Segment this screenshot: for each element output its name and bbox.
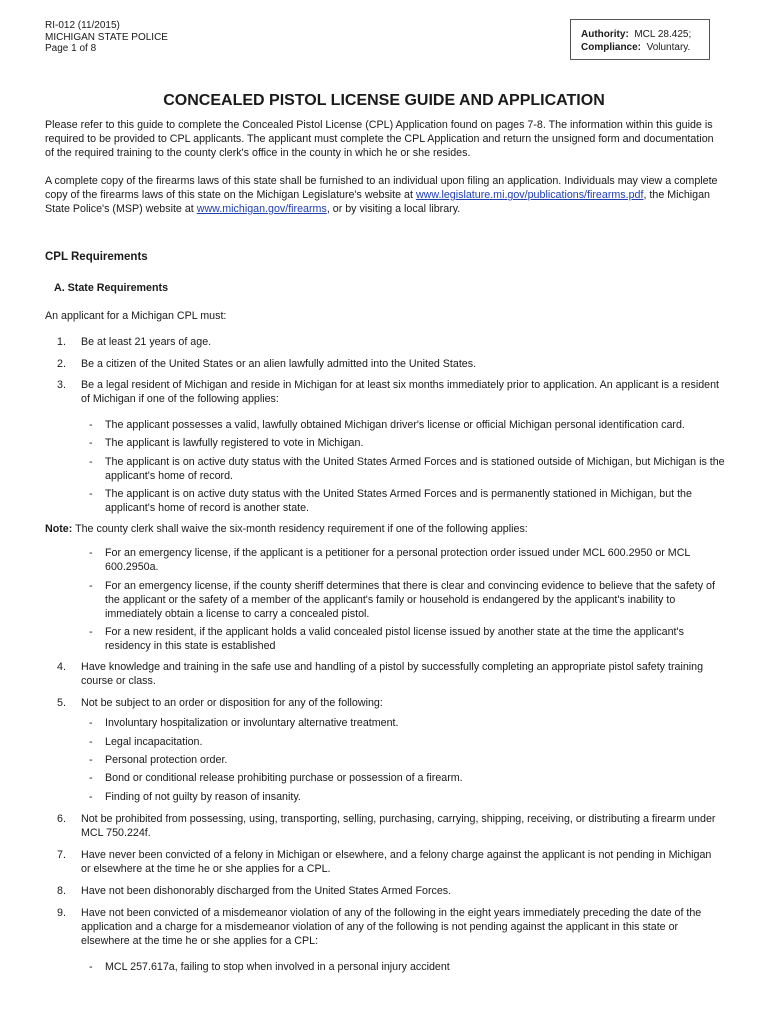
note-text: The county clerk shall waive the six-month residency requirement if one of the following applies: (72, 523, 528, 535)
bullet-text: The applicant is lawfully registered to vote in Michigan. (105, 437, 364, 449)
bullet-dash: - (89, 772, 93, 784)
item-text: Not be subject to an order or disposition for any of the following: (81, 697, 383, 709)
authority-box (570, 19, 710, 60)
bullet-text: The applicant is on active duty status with the United States Armed Forces and is stationed outside of Michigan, but Michigan is the applicant's home of record. (105, 456, 725, 482)
intro-text-2c: , or by visiting a local library. (326, 203, 461, 215)
intro-text-2b: , the Michigan State Police's (MSP) website at (45, 189, 711, 215)
bullet-dash: - (89, 791, 93, 803)
item-text: Be a legal resident of Michigan and reside in Michigan for at least six months immediately prior to application. An applicant is a resident of Michigan if one of the following applies: (81, 379, 720, 405)
bullet-text: MCL 257.617a, failing to stop when involved in a personal injury accident (105, 961, 450, 973)
bullet-dash: - (89, 437, 93, 449)
section-title: CPL Requirements (45, 251, 148, 263)
compliance-value: Voluntary. (646, 41, 691, 53)
compliance-label: Compliance: (581, 41, 642, 53)
item-number: 7. (57, 849, 66, 861)
item-number: 3. (57, 379, 66, 391)
bullet-dash: - (89, 488, 93, 500)
item-number: 9. (57, 907, 66, 919)
item-number: 5. (57, 697, 66, 709)
bullet-dash: - (89, 456, 93, 468)
intro-text-2a: A complete copy of the firearms laws of this state shall be furnished to an individual upon filing an application. Individuals may view a complete copy of the firearms laws of this state on the Michigan Legislature's website at (45, 175, 718, 201)
bullet-dash: - (89, 961, 93, 973)
lead-text: An applicant for a Michigan CPL must: (45, 310, 227, 322)
item-number: 1. (57, 336, 66, 348)
page-number: Page 1 of 8 (45, 43, 97, 54)
residency-note (45, 522, 725, 536)
bullet-text: For an emergency license, if the county sheriff determines that there is clear and convincing evidence to believe that the safety of the applicant or the safety of a member of the applicant's family or household is endangered by the applicant's inability to immediately obtain a license to carry a concealed pistol. (105, 580, 715, 620)
page-title: CONCEALED PISTOL LICENSE GUIDE AND APPLICATION (163, 92, 605, 109)
bullet-text: The applicant is on active duty status with the United States Armed Forces and is permanently stationed in Michigan, but the applicant's home of record is another state. (105, 488, 692, 514)
form-id: RI-012 (11/2015) (45, 20, 120, 31)
item-number: 6. (57, 813, 66, 825)
bullet-text: For an emergency license, if the applicant is a petitioner for a personal protection order issued under MCL 600.2950 or MCL 600.2950a. (105, 547, 690, 573)
bullet-text: The applicant possesses a valid, lawfully obtained Michigan driver's license or official Michigan personal identification card. (105, 419, 685, 431)
item-text: Be a citizen of the United States or an alien lawfully admitted into the United States. (81, 358, 477, 370)
bullet-text: Personal protection order. (105, 754, 228, 766)
bullet-dash: - (89, 754, 93, 766)
bullet-dash: - (89, 626, 93, 638)
msp-firearms-link[interactable]: www.michigan.gov/firearms (196, 203, 327, 215)
bullet-text: Bond or conditional release prohibiting purchase or possession of a firearm. (105, 772, 463, 784)
intro-paragraph-1 (45, 118, 725, 160)
bullet-dash: - (89, 547, 93, 559)
intro-paragraph-2 (45, 174, 725, 216)
item-text: Have knowledge and training in the safe use and handling of a pistol by successfully completing an appropriate pistol safety training course or class. (81, 661, 704, 687)
agency-name: MICHIGAN STATE POLICE (45, 31, 168, 43)
form-header (45, 20, 168, 55)
bullet-text: Involuntary hospitalization or involuntary alternative treatment. (105, 717, 399, 729)
item-text: Have not been dishonorably discharged from the United States Armed Forces. (81, 885, 452, 897)
authority-label: Authority: (581, 29, 629, 40)
bullet-dash: - (89, 419, 93, 431)
note-label: Note: (45, 523, 73, 535)
bullet-dash: - (89, 736, 93, 748)
item-text: Have never been convicted of a felony in Michigan or elsewhere, and a felony charge against the applicant is not pending in Michigan or elsewhere at the time he or she applies for a CPL. (81, 849, 712, 875)
bullet-dash: - (89, 580, 93, 592)
bullet-dash: - (89, 717, 93, 729)
item-number: 4. (57, 661, 66, 673)
intro-text-1: Please refer to this guide to complete the Concealed Pistol License (CPL) Application found on pages 7-8. The information within this guide is required to be provided to CPL applicants. The applicant must complete the CPL Application and return the unsigned form and documentation of the required training to the county clerk's office in the county in which he or she resides. (45, 119, 714, 159)
subsection-title: A. State Requirements (54, 282, 169, 294)
item-text: Have not been convicted of a misdemeanor violation of any of the following in the eight years immediately preceding the date of the application and a charge for a misdemeanor violation of any of the following is not pending against the applicant in this state or elsewhere at the time he or she applies for a CPL: (81, 907, 702, 947)
item-number: 2. (57, 358, 66, 370)
bullet-text: Finding of not guilty by reason of insanity. (105, 791, 301, 803)
bullet-text: Legal incapacitation. (105, 736, 203, 748)
legislature-link[interactable]: www.legislature.mi.gov/publications/firearms.pdf (415, 189, 644, 201)
authority-value: MCL 28.425; (634, 29, 692, 40)
item-number: 8. (57, 885, 66, 897)
item-text: Not be prohibited from possessing, using, transporting, selling, purchasing, carrying, shipping, receiving, or distributing a firearm under MCL 750.224f. (81, 813, 716, 839)
item-text: Be at least 21 years of age. (81, 336, 212, 348)
bullet-text: For a new resident, if the applicant holds a valid concealed pistol license issued by another state at the time the applicant's residency in this state is established (105, 626, 684, 652)
